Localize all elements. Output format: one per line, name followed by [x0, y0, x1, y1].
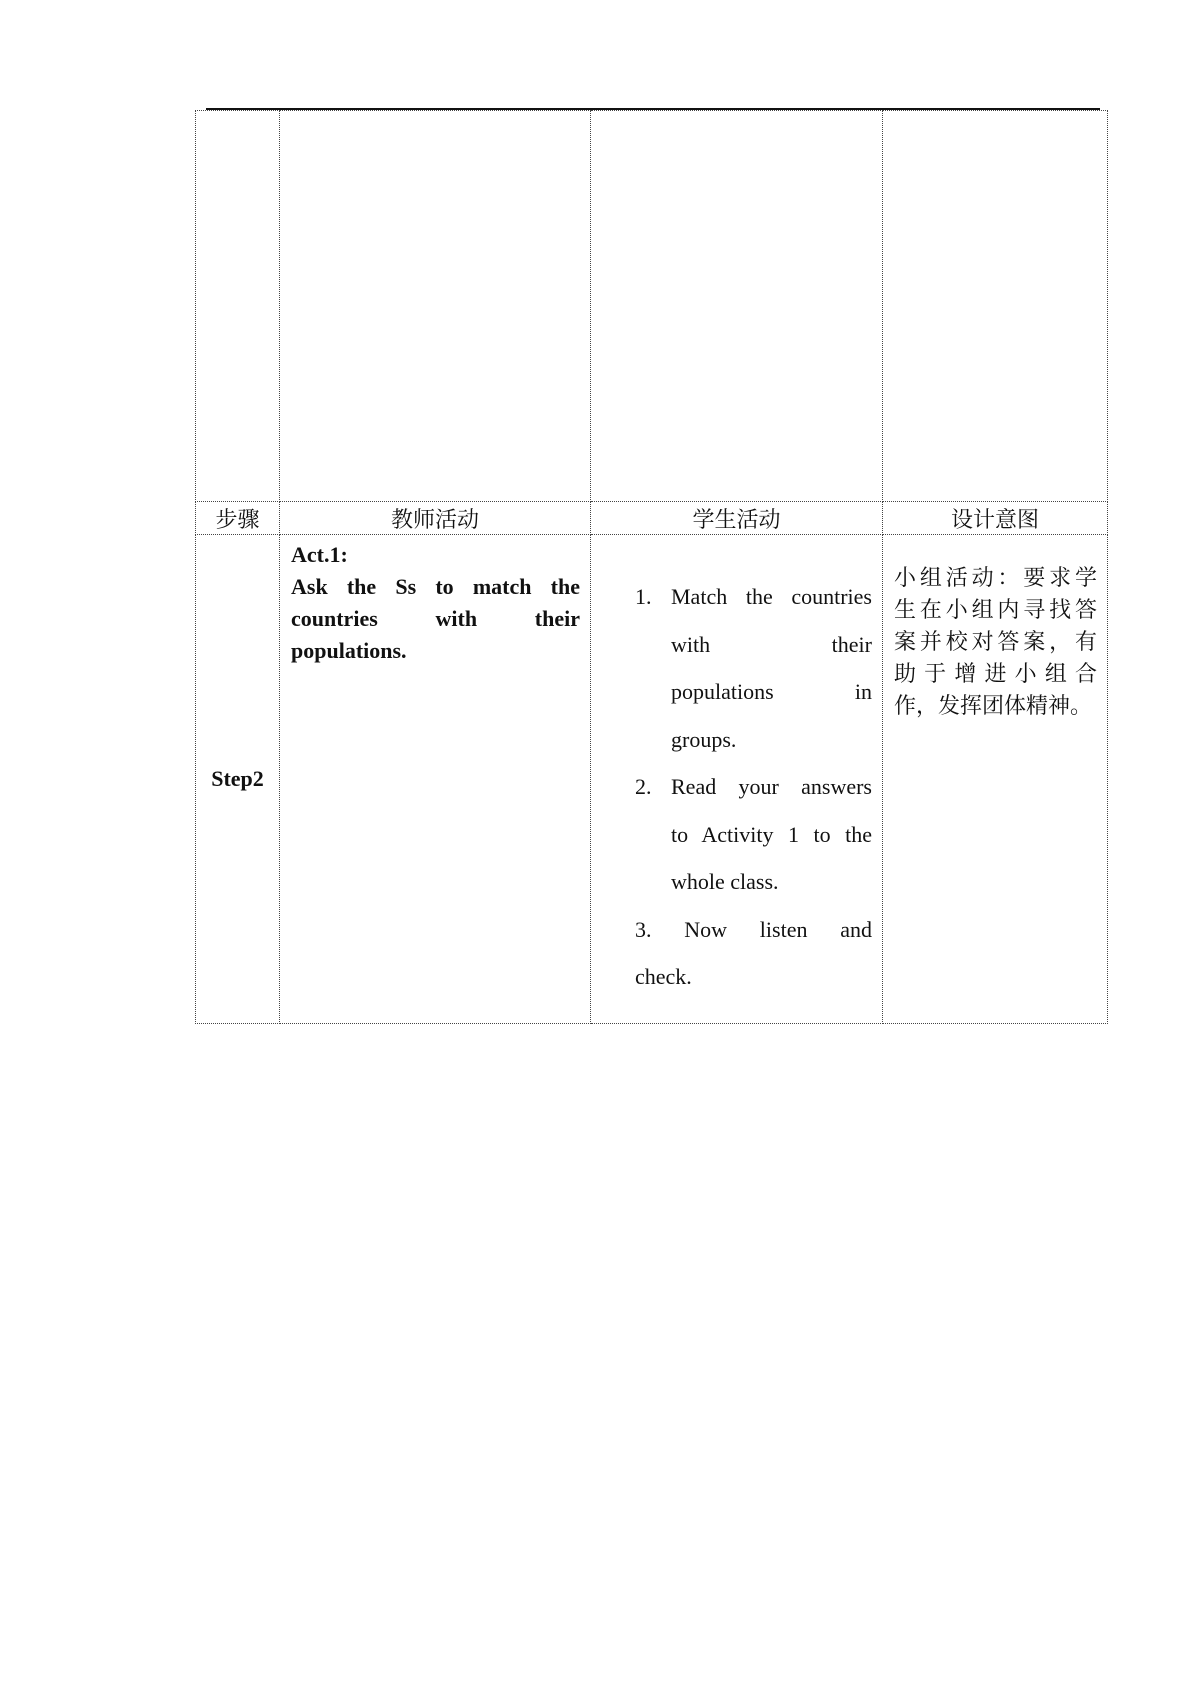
step-label: Step2 — [196, 535, 280, 1024]
intent-line: 小组活动：要求学 — [894, 566, 1097, 591]
design-intent-cell — [883, 535, 1108, 1024]
teacher-line: Ask the Ss to match the — [291, 574, 580, 599]
blank-cell — [591, 111, 883, 502]
blank-cell — [196, 111, 280, 502]
student-line: Read your answers — [671, 774, 872, 799]
header-row — [196, 502, 1108, 535]
continued-row — [196, 111, 1108, 502]
step-number: 1. — [635, 584, 652, 609]
student-step-2 — [635, 763, 872, 906]
intent-line: 作，发挥团体精神。 — [894, 694, 1093, 719]
student-activity-cell — [591, 535, 883, 1024]
student-line: to Activity 1 to the — [671, 821, 872, 847]
intent-line: 案并校对答案，有 — [894, 630, 1097, 655]
header-design-intent: 设计意图 — [883, 502, 1108, 535]
activity-title: Act.1: — [291, 542, 348, 567]
student-line: Match the countries — [671, 584, 872, 609]
step-number: 2. — [635, 774, 652, 799]
blank-cell — [280, 111, 591, 502]
student-line: 3. Now listen and — [635, 916, 872, 942]
student-line: whole class. — [671, 869, 779, 894]
header-step: 步骤 — [196, 502, 280, 535]
student-step-1 — [635, 573, 872, 763]
intent-line: 生在小组内寻找答 — [894, 598, 1097, 623]
intent-line: 助于增进小组合 — [894, 662, 1097, 687]
teacher-activity-cell — [280, 535, 591, 1024]
student-line: populations in — [671, 679, 872, 704]
header-student-activity: 学生活动 — [591, 502, 883, 535]
blank-cell — [883, 111, 1108, 502]
header-teacher-activity: 教师活动 — [280, 502, 591, 535]
student-step-3 — [635, 906, 872, 1001]
student-line: groups. — [671, 726, 737, 752]
step-row — [196, 535, 1108, 1024]
student-line: check. — [635, 964, 692, 989]
lesson-plan-table — [195, 110, 1108, 1024]
teacher-line: populations. — [291, 638, 407, 663]
teacher-line: countries with their — [291, 606, 580, 631]
student-line: with their — [671, 631, 872, 657]
